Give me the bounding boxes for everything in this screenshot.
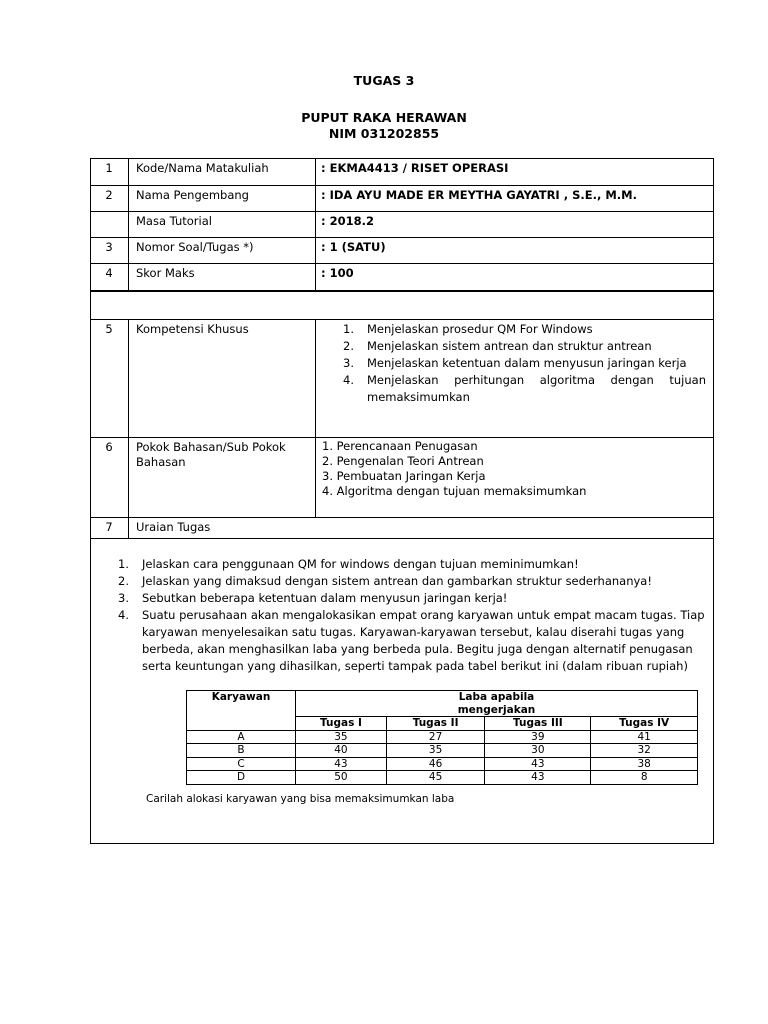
- label-pengembang: Nama Pengembang: [136, 188, 249, 202]
- table-row: A 35 27 39 41: [187, 730, 698, 744]
- row-number: 2: [105, 188, 113, 202]
- label-uraian: Uraian Tugas: [136, 520, 211, 534]
- row-number: 1: [105, 161, 113, 175]
- row-number: 4: [105, 266, 113, 280]
- list-item: 4. Menjelaskan perhitungan algoritma dengan tujuan memaksimumkan: [343, 373, 706, 404]
- table-row: C 43 46 43 38: [187, 757, 698, 771]
- table-row: D 50 45 43 8: [187, 771, 698, 785]
- student-name: PUPUT RAKA HERAWAN: [301, 110, 467, 125]
- kompetensi-list: [343, 321, 706, 406]
- list-item: 1. Menjelaskan prosedur QM For Windows: [343, 322, 593, 336]
- list-item: 4. Suatu perusahaan akan mengalokasikan empat orang karyawan untuk empat macam tugas. Tiap karyawan menyelesaikan satu tugas. Karyawan-karyawan tersebut, kalau diserahi tugas yang berbeda, akan menghasilkan laba yang berbeda pula. Begitu juga dengan alternatif penugasan serta keuntungan yang dihasilkan, seperti tampak pada tabel berikut ini (dalam ribuan rupiah): [118, 608, 705, 673]
- value-skor-maks: : 100: [321, 266, 354, 280]
- header-tugas: Tugas III: [485, 717, 591, 731]
- label-skor-maks: Skor Maks: [136, 266, 195, 280]
- student-nim: NIM 031202855: [328, 126, 440, 141]
- header-karyawan: Karyawan: [187, 691, 296, 731]
- list-item: 3. Menjelaskan ketentuan dalam menyusun jaringan kerja: [343, 356, 687, 370]
- laba-table: [186, 690, 698, 785]
- list-item: 2. Jelaskan yang dimaksud dengan sistem antrean dan gambarkan struktur sederhananya!: [118, 574, 652, 588]
- document-title: TUGAS 3: [353, 73, 415, 88]
- spacer-row: [90, 291, 714, 320]
- row-number: 5: [105, 322, 113, 336]
- label-kompetensi: Kompetensi Khusus: [136, 322, 249, 336]
- value-masa-tutorial: : 2018.2: [321, 214, 374, 228]
- row-number: 6: [105, 440, 113, 454]
- value-matakuliah: : EKMA4413 / RISET OPERASI: [321, 161, 509, 175]
- header-tugas: Tugas I: [296, 717, 387, 731]
- table-row: B 40 35 30 32: [187, 744, 698, 758]
- pokok-list: [322, 439, 586, 499]
- row-number: 3: [105, 240, 113, 254]
- list-item: 4. Algoritma dengan tujuan memaksimumkan: [322, 484, 587, 498]
- list-item: 2. Pengenalan Teori Antrean: [322, 454, 484, 468]
- header-laba: Laba apabila mengerjakan: [296, 691, 698, 717]
- label-pokok-line2: Bahasan: [136, 455, 186, 469]
- list-item: 1. Perencanaan Penugasan: [322, 439, 478, 453]
- label-masa-tutorial: Masa Tutorial: [136, 214, 212, 228]
- label-pokok-line1: Pokok Bahasan/Sub Pokok: [136, 440, 286, 454]
- value-nomor-soal: : 1 (SATU): [321, 240, 386, 254]
- label-nomor-soal: Nomor Soal/Tugas *): [136, 240, 254, 254]
- list-item: 1. Jelaskan cara penggunaan QM for windows dengan tujuan meminimumkan!: [118, 557, 579, 571]
- list-item: 3. Pembuatan Jaringan Kerja: [322, 469, 486, 483]
- label-matakuliah: Kode/Nama Matakuliah: [136, 161, 269, 175]
- header-tugas: Tugas IV: [591, 717, 698, 731]
- closing-instruction: Carilah alokasi karyawan yang bisa memaksimumkan laba: [146, 793, 455, 805]
- header-tugas: Tugas II: [386, 717, 484, 731]
- list-item: 2. Menjelaskan sistem antrean dan struktur antrean: [343, 339, 652, 353]
- tasks-list: [118, 556, 706, 675]
- value-pengembang: : IDA AYU MADE ER MEYTHA GAYATRI , S.E., M.M.: [321, 188, 637, 202]
- row-number: 7: [105, 520, 113, 534]
- list-item: 3. Sebutkan beberapa ketentuan dalam menyusun jaringan kerja!: [118, 591, 508, 605]
